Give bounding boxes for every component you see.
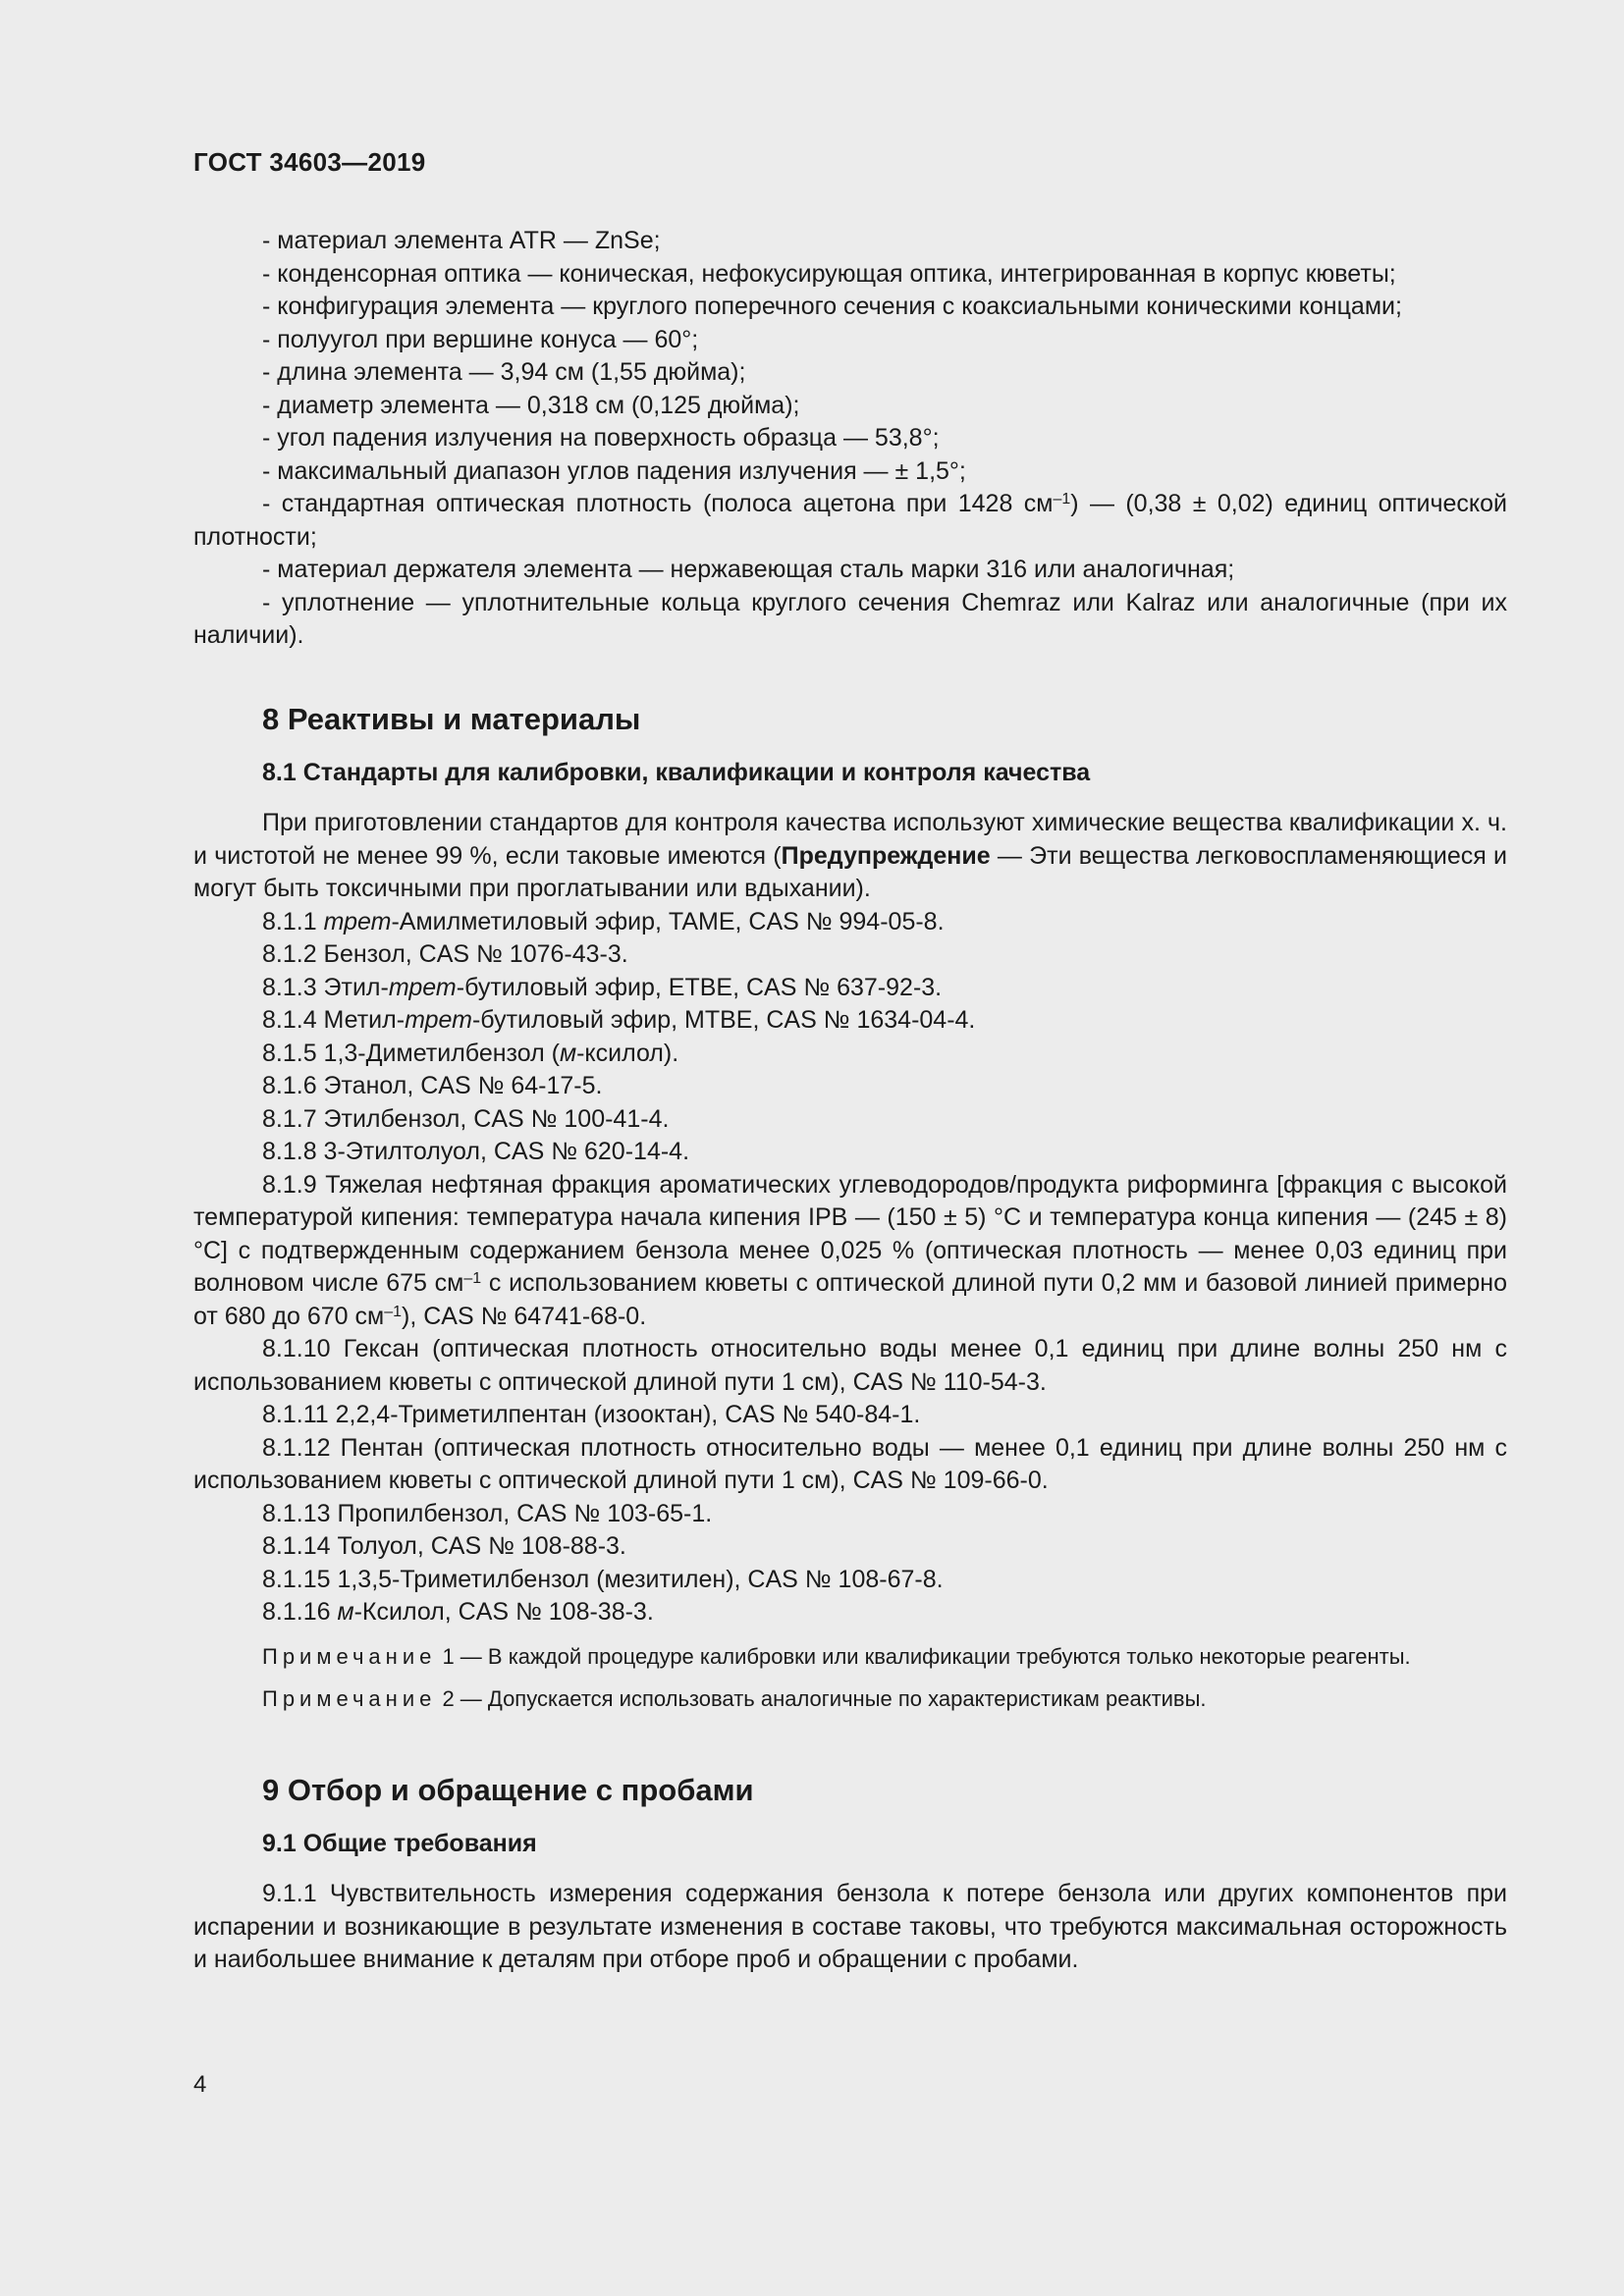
- paragraph-intro: [193, 807, 1507, 906]
- list-item-8-1-8: 8.1.8 3-Этилтолуол, CAS № 620-14-4.: [262, 1138, 690, 1165]
- text-span: 2 — Допускается использовать аналогичные по характеристикам реактивы.: [436, 1685, 1207, 1711]
- list-item: - конфигурация элемента — круглого поперечного сечения с коаксиальными коническими концами;: [262, 293, 1402, 320]
- note-1: [193, 1642, 1507, 1672]
- list-item: - диаметр элемента — 0,318 см (0,125 дюйма);: [262, 391, 800, 419]
- list-item-8-1-15: 8.1.15 1,3,5-Триметилбензол (мезитилен), CAS № 108-67-8.: [262, 1565, 944, 1593]
- italic-term: трет: [388, 973, 457, 1001]
- list-item-8-1-4: [193, 1004, 1507, 1038]
- text-span: 8.1.1: [262, 907, 324, 935]
- superscript: –1: [463, 1270, 482, 1287]
- text-span: 8.1.9 Тяжелая нефтяная фракция ароматических углеводородов/продукта риформинга [фракция с высокой температурой кипения: температура начала кипения IPB — (150 ± 5) °С и температура конца кипения — (245 ± 8) °С] с подтвержденным содержанием бензола менее 0,025 % (оптическая плотность — менее 0,03 единиц при волновом числе 675 см: [193, 1170, 1507, 1297]
- text-span: 8.1.3 Этил-: [262, 973, 389, 1001]
- text-span: — Эти вещества легковоспламеняющиеся и могут быть токсичными при проглатывании или вдыхании).: [193, 841, 1507, 902]
- document-header: ГОСТ 34603—2019: [193, 147, 426, 177]
- list-item: - материал держателя элемента — нержавеющая сталь марки 316 или аналогичная;: [262, 556, 1235, 583]
- italic-term: трет: [405, 1006, 472, 1034]
- italic-term: м: [337, 1598, 354, 1626]
- list-item: - полуугол при вершине конуса — 60°;: [262, 325, 699, 353]
- superscript: –1: [384, 1303, 402, 1320]
- text-span: ), CAS № 64741-68-0.: [402, 1302, 647, 1330]
- list-item-8-1-9: [193, 1169, 1507, 1334]
- list-item: - материал элемента ATR — ZnSe;: [262, 227, 661, 254]
- list-item-8-1-6: 8.1.6 Этанол, CAS № 64-17-5.: [262, 1072, 603, 1099]
- text-span: -бутиловый эфир, ETBE, CAS № 637-92-3.: [456, 973, 943, 1001]
- list-item-8-1-13: 8.1.13 Пропилбензол, CAS № 103-65-1.: [262, 1499, 713, 1527]
- text-span: -Амилметиловый эфир, TAME, CAS № 994-05-8.: [391, 907, 945, 935]
- list-item-optical-density: [193, 488, 1507, 554]
- warning-label: Предупреждение: [781, 841, 991, 870]
- superscript: –1: [1053, 491, 1071, 507]
- list-item-8-1-12: 8.1.12 Пентан (оптическая плотность относительно воды — менее 0,1 единиц при длине волны 250 нм с использованием кюветы с оптической длиной пути 1 см), CAS № 109-66-0.: [193, 1433, 1507, 1494]
- text-span: -ксилол).: [576, 1039, 679, 1067]
- list-item-8-1-5: [193, 1038, 1507, 1071]
- document-body: [193, 225, 1507, 1977]
- text-span: При приготовлении стандартов для контроля качества используют химические вещества квалификации х. ч. и чистотой не менее 99 %, если таковые имеются (: [193, 809, 1507, 870]
- list-item-8-1-14: 8.1.14 Толуол, CAS № 108-88-3.: [262, 1532, 626, 1560]
- section-heading-9: 9 Отбор и обращение с пробами: [262, 1772, 754, 1807]
- note-2: [193, 1684, 1507, 1714]
- text-span: 8.1.4 Метил-: [262, 1006, 406, 1034]
- text-span: 8.1.5 1,3-Диметилбензол (: [262, 1039, 560, 1067]
- list-item-8-1-11: 8.1.11 2,2,4-Триметилпентан (изооктан), CAS № 540-84-1.: [262, 1401, 921, 1428]
- list-item: - длина элемента — 3,94 см (1,55 дюйма);: [262, 358, 746, 386]
- list-item-8-1-7: 8.1.7 Этилбензол, CAS № 100-41-4.: [262, 1104, 670, 1133]
- list-item: - конденсорная оптика — коническая, нефокусирующая оптика, интегрированная в корпус кюветы;: [262, 259, 1396, 288]
- subsection-heading-9-1: 9.1 Общие требования: [262, 1829, 537, 1857]
- subsection-heading-8-1: 8.1 Стандарты для калибровки, квалификации и контроля качества: [262, 758, 1091, 786]
- text-span: ) — (0,38 ± 0,02) единиц оптической плотности;: [193, 490, 1507, 551]
- text-span: с использованием кюветы с оптической длиной пути 0,2 мм и базовой линией примерно от 680 до 670 см: [193, 1269, 1508, 1330]
- page-number: 4: [193, 2071, 207, 2098]
- text-span: -Ксилол, CAS № 108-38-3.: [353, 1598, 654, 1626]
- list-item: - уплотнение — уплотнительные кольца круглого сечения Chemraz или Kalraz или аналогичные (при их наличии).: [193, 588, 1507, 649]
- text-span: 1 — В каждой процедуре калибровки или квалификации требуются только некоторые реагенты.: [436, 1643, 1411, 1669]
- list-item-8-1-2: 8.1.2 Бензол, CAS № 1076-43-3.: [262, 940, 628, 968]
- list-item-8-1-10: 8.1.10 Гексан (оптическая плотность относительно воды менее 0,1 единиц при длине волны 250 нм с использованием кюветы с оптической длиной пути 1 см), CAS № 110-54-3.: [193, 1335, 1507, 1396]
- list-item: - максимальный диапазон углов падения излучения — ± 1,5°;: [262, 456, 966, 485]
- list-item-8-1-1: [193, 906, 1507, 939]
- list-item-8-1-16: [193, 1596, 1507, 1629]
- italic-term: м: [559, 1039, 577, 1067]
- text-span: 8.1.16: [262, 1598, 338, 1626]
- text-span: - стандартная оптическая плотность (полоса ацетона при 1428 см: [262, 490, 1054, 517]
- list-item: - угол падения излучения на поверхность образца — 53,8°;: [262, 424, 940, 452]
- note-label: Примечание: [262, 1685, 437, 1711]
- list-item-8-1-3: [193, 972, 1507, 1005]
- paragraph-9-1-1: 9.1.1 Чувствительность измерения содержания бензола к потере бензола или других компонентов при испарении и возникающие в результате изменения в составе таковы, что требуются максимальная осторожность и наибольшее внимание к деталям при отборе проб и обращении с пробами.: [193, 1880, 1507, 1973]
- italic-term: трет: [323, 907, 392, 935]
- note-label: Примечание: [262, 1643, 437, 1669]
- section-heading-8: 8 Реактивы и материалы: [262, 701, 641, 736]
- text-span: -бутиловый эфир, MTBE, CAS № 1634-04-4.: [471, 1006, 976, 1034]
